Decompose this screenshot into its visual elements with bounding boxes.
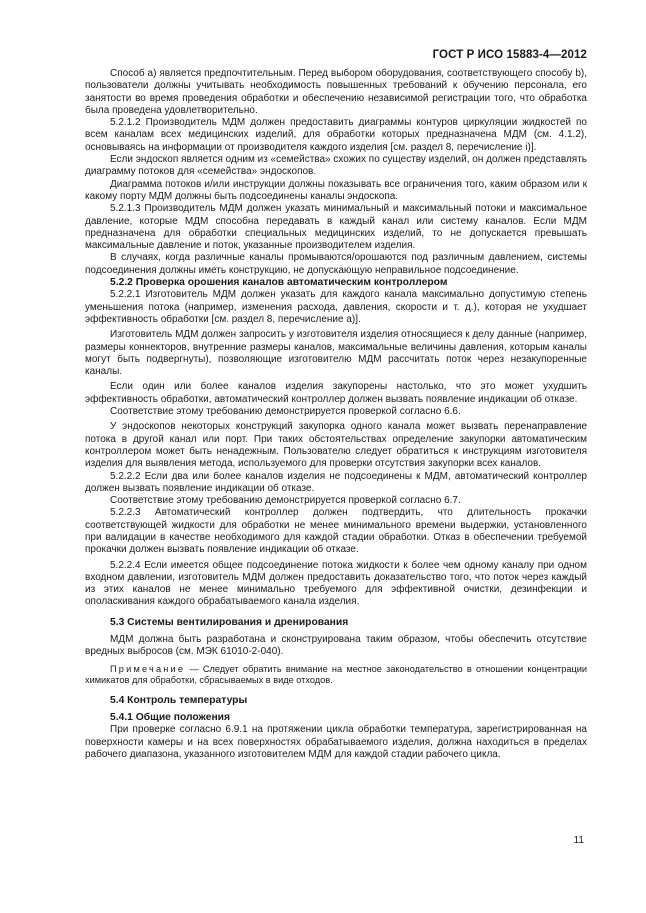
subsection-heading: 5.4.1 Общие положения	[110, 711, 230, 723]
paragraph: 5.2.2.2 Если два или более каналов изделия не подсоединены к МДМ, автоматический контроллер должен вызвать появление индикации об отказе.	[85, 470, 587, 494]
paragraph: Соответствие этому требованию демонстрируется проверкой согласно 6.6.	[110, 406, 461, 418]
paragraph: Соответствие этому требованию демонстрируется проверкой согласно 6.7.	[110, 495, 461, 507]
paragraph: 5.2.2.4 Если имеется общее подсоединение потока жидкости к более чем одному каналу при одном входном давлении, изготовитель МДМ должен предоставить доказательство того, что поток через каждый из этих каналов не менее минимально требуемого для эффективной очистки, дезинфекции и ополаскивания каждого обрабатываемого канала изделия.	[85, 559, 587, 608]
paragraph: МДМ должна быть разработана и сконструирована таким образом, чтобы обеспечить отсутствие вредных выбросов (см. МЭК 61010-2-040).	[85, 634, 587, 658]
paragraph: У эндоскопов некоторых конструкций закупорка одного канала может вызвать перенаправление потока в другой канал или порт. При таких обстоятельствах определение закупорки автоматическим контроллером может быть ненадежным. Пользователю следует обратиться к инструкциям изготовителя изделия для выявления метода, используемого для проверки отсутствия закупорки всех каналов.	[85, 421, 587, 470]
paragraph: 5.2.1.2 Производитель МДМ должен предоставить диаграммы контуров циркуляции жидкостей по всем каналам всех медицинских изделий, для обработки которых предназначена МДМ (см. 4.1.2), основываясь на информации от производителя каждого изделия [см. раздел 8, перечисление i)].	[85, 117, 587, 153]
paragraph: 5.2.1.3 Производитель МДМ должен указать минимальный и максимальный потоки и максимальное давление, которые МДМ способна передавать в каждый канал или систему каналов. Если МДМ предназначена для обработки специальных медицинских изделий, то не допускается превышать максимальные давление и поток, указанные производителем изделия.	[85, 203, 587, 252]
paragraph: Если один или более каналов изделия закупорены настолько, что это может ухудшить эффективность обработки, автоматический контроллер должен вызвать появление индикации об отказе.	[85, 381, 587, 405]
paragraph: Изготовитель МДМ должен запросить у изготовителя изделия относящиеся к делу данные (например, размеры коннекторов, внутренние размеры каналов, максимальные величины давления, которым каналы могут быть подвергнуты), позволяющие изготовителю МДМ рассчитать поток через незакупоренные каналы.	[85, 329, 587, 378]
document-body	[85, 68, 587, 761]
paragraph: Диаграмма потоков и/или инструкции должны показывать все ограничения того, каким образом или к какому порту МДМ должны быть подсоединены каналы эндоскопа.	[85, 178, 587, 202]
section-heading: 5.4 Контроль температуры	[110, 694, 248, 706]
section-heading: 5.2.2 Проверка орошения каналов автоматическим контроллером	[110, 277, 448, 289]
document-header: ГОСТ Р ИСО 15883-4—2012	[432, 49, 587, 61]
paragraph: Способ а) является предпочтительным. Перед выбором оборудования, соответствующего способу b), пользователи должны учитывать необходимость повышенных требований к обучению персонала, его занятости во время проведения обработки и обеспечению независимой регистрации того, что обработка была проведена удовлетворительно.	[85, 68, 587, 116]
paragraph: При проверке согласно 6.9.1 на протяжении цикла обработки температура, зарегистрированная на поверхности камеры и на всех поверхностях обрабатываемого изделия, должна находиться в пределах рабочего диапазона, указанного изготовителем МДМ для каждой стадии рабочего цикла.	[85, 724, 587, 760]
page-number: 11	[573, 835, 584, 846]
paragraph: 5.2.2.3 Автоматический контроллер должен подтвердить, что длительность прокачки соответствующей жидкости для обработки не менее минимального времени выдержки, установленного при валидации в качестве необходимого для каждой стадии обработки. Отказ в обеспечении требуемой прокачки должен вызвать появление индикации об отказе.	[85, 507, 587, 556]
paragraph: В случаях, когда различные каналы промываются/орошаются под различным давлением, системы подсоединения должны иметь конструкцию, не допускающую неправильное подсоединение.	[85, 252, 587, 276]
paragraph: 5.2.2.1 Изготовитель МДМ должен указать для каждого канала максимально допустимую степень уменьшения потока (например, изменения расхода, давления, скорости и т. д.), которая не ухудшает эффективность обработки [см. раздел 8, перечисление a)].	[85, 289, 587, 325]
section-heading: 5.3 Системы вентилирования и дренирования	[110, 616, 349, 628]
note	[85, 664, 587, 687]
paragraph: Если эндоскоп является одним из «семейства» схожих по существу изделий, он должен представлять диаграмму потоков для «семейства» эндоскопов.	[85, 154, 587, 178]
note-label: Примечание	[110, 663, 186, 674]
note-text: — Следует обратить внимание на местное законодательство в отношении концентрации химикатов для обработки, сбрасываемых в виде отходов.	[85, 663, 587, 686]
